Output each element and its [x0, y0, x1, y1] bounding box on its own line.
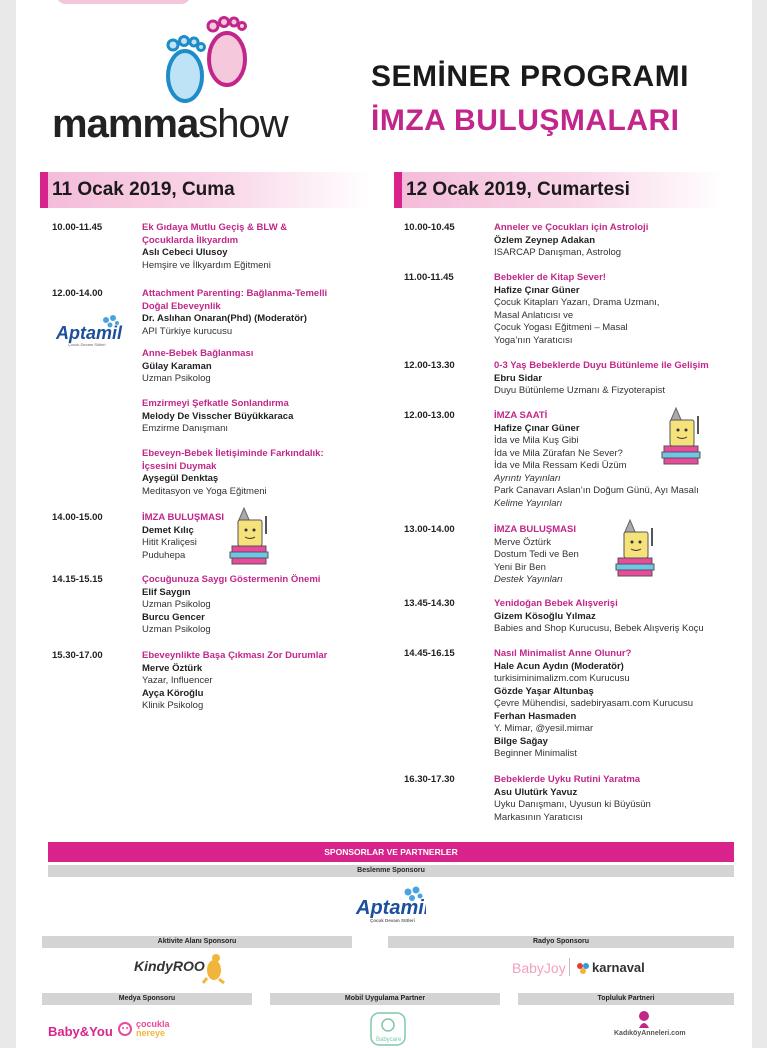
speaker-name: Ayşegül Denktaş — [142, 473, 219, 484]
brand-bold: mamma — [52, 102, 199, 146]
cocukla-nereye-logo — [136, 1020, 170, 1038]
speaker-name: Gizem Kösoğlu Yılmaz — [494, 610, 596, 622]
cocukla-icon — [118, 1022, 132, 1036]
session-title: Bebekler de Kitap Sever! — [494, 272, 606, 283]
speaker-name: Gülay Karaman — [142, 360, 212, 372]
session-time: 11.00-11.45 — [404, 272, 454, 283]
session-time: 13.45-14.30 — [404, 598, 455, 609]
session-details — [494, 222, 744, 260]
aptamil-logo-sub: Çocuk Devam Sütleri — [370, 918, 416, 923]
media-sponsor-bar: Medya Sponsoru — [42, 993, 252, 1005]
session-title: Anneler ve Çocukları için Astroloji — [494, 222, 649, 233]
session-title: Doğal Ebeveynlik — [142, 300, 221, 312]
session-time: 10.00-11.45 — [52, 222, 103, 233]
session-details — [494, 648, 744, 761]
brand-light: show — [198, 102, 288, 146]
session-time: 12.00-13.30 — [404, 360, 455, 371]
activity-sponsor-bar: Aktivite Alanı Sponsoru — [42, 936, 352, 948]
speaker-info: Kelime Yayınları — [494, 497, 563, 509]
community-partner-bar: Topluluk Partneri — [518, 993, 734, 1005]
footprints-icon — [147, 14, 257, 109]
session-title: Nasıl Minimalist Anne Olunur? — [494, 648, 632, 659]
speaker-info: Ayrıntı Yayınları — [494, 472, 561, 484]
speaker-info: Dostum Tedi ve Ben — [494, 549, 579, 560]
session-time: 14.15-15.15 — [52, 574, 103, 585]
karnaval-icon — [576, 962, 590, 974]
speaker-info: Masal Anlatıcısı ve — [494, 309, 574, 321]
speaker-info: Çocuk Kitapları Yazarı, Drama Uzmanı, — [494, 297, 660, 308]
session-details — [494, 360, 744, 398]
book-mascot-icon — [226, 506, 276, 568]
speaker-info: Destek Yayınları — [494, 574, 563, 585]
kadikoy-icon — [636, 1010, 652, 1030]
aptamil-small-sub: Çocuk Devam Sütleri — [68, 342, 106, 347]
session-title: İçsesini Duymak — [142, 460, 217, 472]
speaker-info: Emzirme Danışmanı — [142, 423, 229, 434]
session-details — [142, 448, 392, 498]
speaker-info: Uyku Danışmanı, Uyusun ki Büyüsün — [494, 799, 651, 810]
session-time: 12.00-14.00 — [52, 288, 103, 299]
kadikoy-logo: KadıköyAnneleri.com — [614, 1030, 686, 1037]
speaker-name: Asu Ulutürk Yavuz — [494, 786, 578, 798]
speaker-info: ISARCAP Danışman, Astrolog — [494, 247, 622, 258]
mammashow-logo — [52, 14, 342, 144]
book-mascot-icon — [612, 518, 662, 580]
speaker-info: Yeni Bir Ben — [494, 561, 546, 573]
session-title: Anne-Bebek Bağlanması — [142, 348, 254, 359]
session-time: 12.00-13.00 — [404, 410, 455, 421]
speaker-name: Ayça Köroğlu — [142, 687, 204, 699]
speaker-info: Uzman Psikolog — [142, 373, 211, 384]
speaker-info: Beginner Minimalist — [494, 748, 577, 759]
speaker-name: Ebru Sidar — [494, 372, 543, 384]
speaker-name: Elif Saygın — [142, 586, 191, 598]
session-details — [142, 650, 392, 713]
session-details — [494, 272, 744, 347]
babycare-text: Babycare — [376, 1037, 402, 1043]
mobile-partner-bar: Mobil Uygulama Partner — [270, 993, 500, 1005]
speaker-name: Bilge Sağay — [494, 735, 548, 747]
sponsors-bar: SPONSORLAR VE PARTNERLER — [48, 842, 734, 862]
speaker-info: Duyu Bütünleme Uzmanı & Fizyoterapist — [494, 385, 666, 396]
session-time: 14.00-15.00 — [52, 512, 103, 523]
session-details — [494, 598, 744, 636]
aptamil-logo-text: Aptamil — [356, 897, 426, 919]
session-title: Ebeveynlikte Başa Çıkması Zor Durumlar — [142, 650, 328, 661]
session-title: Yenidoğan Bebek Alışverişi — [494, 598, 618, 609]
speaker-info: Hemşire ve İlkyardım Eğitmeni — [142, 259, 271, 271]
seminar-heading: SEMİNER PROGRAMI — [371, 60, 690, 93]
speaker-info: Puduhepa — [142, 549, 186, 561]
babyandyou-logo: Baby&You — [48, 1024, 113, 1039]
speaker-info: Markasının Yaratıcısı — [494, 811, 583, 823]
speaker-info: Çevre Mühendisi, sadebiryasam.com Kurucusu — [494, 698, 694, 709]
nutrition-sponsor-bar: Beslenme Sponsoru — [48, 865, 734, 877]
speaker-info: Yazar, Influencer — [142, 675, 213, 686]
speaker-info: Park Canavarı Aslan’ın Doğum Günü, Ayı Masalı — [494, 485, 699, 496]
speaker-name: Aslı Cebeci Ulusoy — [142, 247, 228, 258]
cocukla-text: çocukla — [136, 1019, 170, 1029]
speaker-info: Meditasyon ve Yoga Eğitmeni — [142, 485, 267, 497]
session-title: İMZA BULUŞMASI — [142, 512, 224, 523]
speaker-name: Gözde Yaşar Altunbaş — [494, 685, 594, 697]
speaker-name: Hafize Çınar Güner — [494, 422, 580, 434]
session-title: 0-3 Yaş Bebeklerde Duyu Bütünleme ile Gelişim — [494, 360, 709, 371]
speaker-info: Y. Mimar, @yesil.mimar — [494, 723, 594, 734]
speaker-info: İda ve Mila Kuş Gibi — [494, 435, 579, 446]
speaker-name: Merve Öztürk — [142, 662, 203, 674]
day1-header: 11 Ocak 2019, Cuma — [40, 172, 370, 208]
session-details — [142, 574, 392, 637]
session-details — [142, 288, 392, 338]
babycare-logo — [370, 1012, 406, 1046]
speaker-info: İda ve Mila Zürafan Ne Sever? — [494, 447, 623, 459]
session-time: 14.45-16.15 — [404, 648, 455, 659]
session-title: Çocuklarda İlkyardım — [142, 234, 239, 246]
speaker-info: API Türkiye kurucusu — [142, 325, 233, 337]
speaker-name: Özlem Zeynep Adakan — [494, 234, 596, 246]
speaker-name: Melody De Visscher Büyükkaraca — [142, 410, 294, 422]
session-title: Ek Gıdaya Mutlu Geçiş & BLW & — [142, 222, 288, 233]
kangaroo-icon — [202, 952, 226, 984]
speaker-name: Hafize Çınar Güner — [494, 284, 580, 296]
program-sheet — [16, 0, 752, 1048]
speaker-name: Hale Acun Aydın (Moderatör) — [494, 660, 624, 672]
session-time: 13.00-14.00 — [404, 524, 455, 535]
book-mascot-icon — [658, 406, 708, 468]
session-title: Attachment Parenting: Bağlanma-Temelli — [142, 288, 328, 299]
speaker-name: Burcu Gencer — [142, 611, 205, 623]
session-time: 15.30-17.00 — [52, 650, 103, 661]
speaker-info: Hitit Kraliçesi — [142, 537, 197, 548]
day2-header: 12 Ocak 2019, Cumartesi — [394, 172, 724, 208]
speaker-info: Yoga’nın Yaratıcısı — [494, 334, 573, 346]
radio-sponsor-bar: Radyo Sponsoru — [388, 936, 734, 948]
nereye-text: nereye — [136, 1028, 166, 1038]
speaker-name: Ferhan Hasmaden — [494, 710, 577, 722]
session-title: İMZA SAATİ — [494, 410, 548, 421]
brand-wordmark — [52, 102, 288, 147]
aptamil-small-text: Aptamil — [56, 323, 123, 343]
session-details — [494, 774, 744, 824]
speaker-info: Babies and Shop Kurucusu, Bebek Alışveriş Koçu — [494, 623, 704, 634]
aptamil-small-logo — [54, 312, 124, 348]
logo-divider — [569, 958, 570, 976]
aptamil-logo — [354, 884, 426, 929]
kindyroo-logo: KindyROO — [134, 958, 205, 974]
speaker-info: Merve Öztürk — [494, 536, 552, 548]
session-details — [142, 348, 392, 386]
session-details — [142, 398, 392, 436]
session-time: 10.00-10.45 — [404, 222, 455, 233]
signing-heading: İMZA BULUŞMALARI — [371, 104, 680, 137]
session-details — [142, 222, 392, 272]
session-title: Çocuğunuza Saygı Göstermenin Önemi — [142, 574, 321, 585]
speaker-info: İda ve Mila Ressam Kedi Üzüm — [494, 460, 627, 471]
speaker-name: Demet Kılıç — [142, 524, 194, 536]
speaker-name: Dr. Aslıhan Onaran(Phd) (Moderatör) — [142, 313, 307, 324]
karnaval-logo: karnaval — [592, 960, 645, 975]
top-tab — [56, 0, 191, 4]
speaker-info: Uzman Psikolog — [142, 624, 211, 635]
speaker-info: turkisiminimalizm.com Kurucusu — [494, 673, 630, 684]
babyjoy-logo: BabyJoy — [512, 960, 566, 976]
speaker-info: Uzman Psikolog — [142, 599, 211, 610]
session-time: 16.30-17.30 — [404, 774, 455, 785]
session-title: İMZA BULUŞMASI — [494, 524, 576, 535]
session-title: Bebeklerde Uyku Rutini Yaratma — [494, 774, 641, 785]
speaker-info: Klinik Psikolog — [142, 700, 204, 711]
speaker-info: Çocuk Yogası Eğitmeni – Masal — [494, 322, 628, 333]
session-title: Emzirmeyi Şefkatle Sonlandırma — [142, 398, 289, 409]
session-title: Ebeveyn-Bebek İletişiminde Farkındalık: — [142, 448, 324, 459]
